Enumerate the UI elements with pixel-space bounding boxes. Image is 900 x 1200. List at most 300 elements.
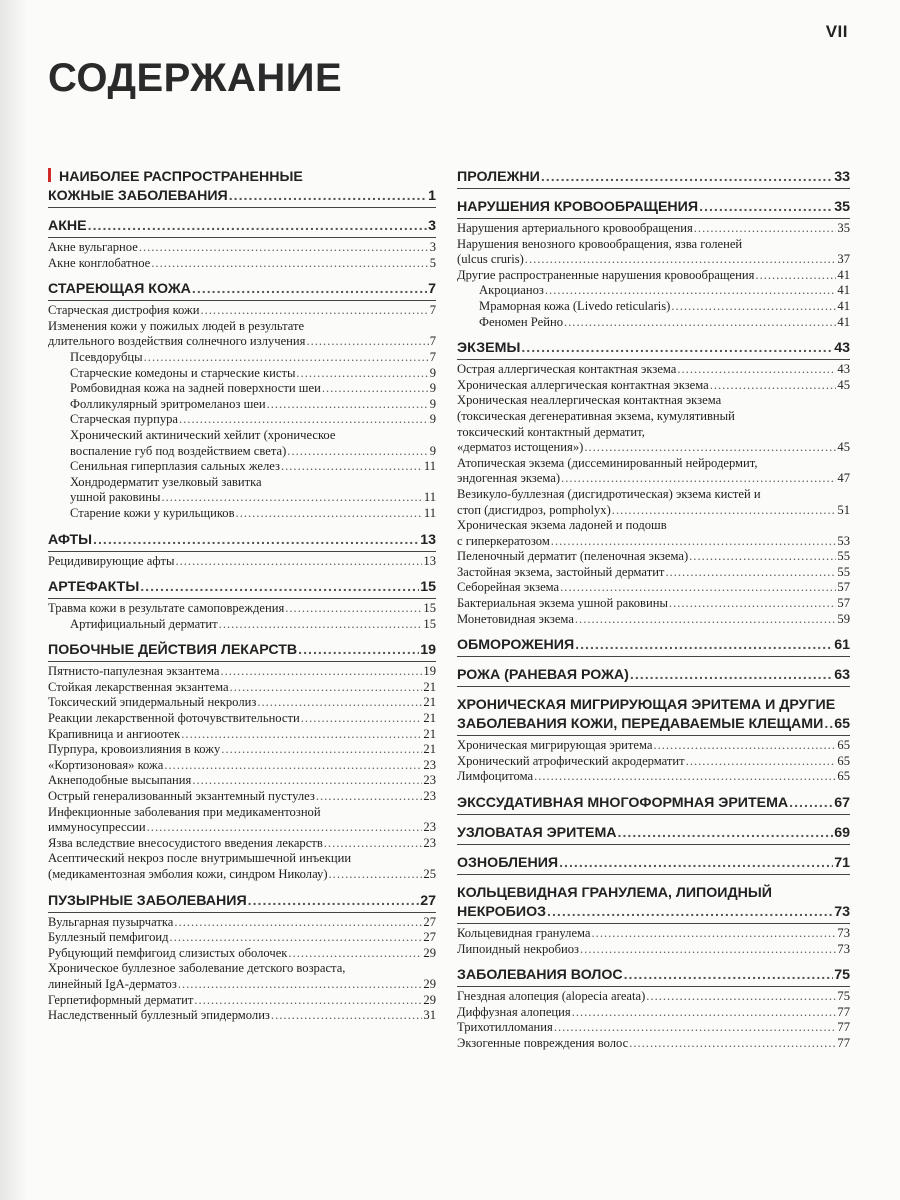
section-heading-row — [457, 636, 850, 655]
toc-title-text: Липоидный некробиоз — [457, 941, 580, 956]
section-heading[interactable] — [48, 168, 436, 208]
toc-entry[interactable] — [457, 487, 850, 518]
section-heading[interactable] — [457, 636, 850, 657]
dot-leader — [288, 946, 422, 962]
toc-section — [457, 198, 850, 330]
toc-section — [457, 636, 850, 657]
dot-leader — [88, 217, 427, 236]
toc-entry[interactable] — [48, 789, 436, 805]
toc-page-number: 1 — [428, 188, 436, 204]
toc-title-text: Лимфоцитома — [457, 769, 534, 784]
toc-section — [48, 578, 436, 632]
toc-entry-row — [48, 303, 436, 319]
dot-leader — [267, 397, 429, 413]
toc-page-number: 37 — [837, 252, 850, 267]
toc-title-text: Пурпура, кровоизлияния в кожу — [48, 742, 221, 757]
toc-title-text: Бактериальная экзема ушной раковины — [457, 596, 668, 611]
toc-title-text: с гиперкератозом — [457, 533, 550, 548]
dot-leader — [139, 240, 429, 256]
toc-title-text: Другие распространенные нарушения кровообращения — [457, 267, 755, 282]
toc-title-text: ЗАБОЛЕВАНИЯ КОЖИ, ПЕРЕДАВАЕМЫЕ КЛЕЩАМИ — [457, 716, 824, 733]
dot-leader — [560, 580, 836, 596]
dot-leader — [575, 636, 833, 655]
section-heading[interactable] — [48, 892, 436, 913]
section-heading[interactable] — [457, 696, 850, 736]
toc-title-text: Хроническая аллергическая контактная экзема — [457, 377, 709, 392]
toc-entry[interactable] — [457, 362, 850, 378]
toc-page-number: 23 — [423, 789, 436, 804]
toc-entry[interactable] — [48, 459, 436, 475]
toc-entry-line: Хроническая неаллергическая контактная экзема — [457, 393, 722, 408]
toc-title-text: ОБМОРОЖЕНИЯ — [457, 637, 575, 654]
toc-title-text: Реакции лекарственной фоточувствительности — [48, 711, 300, 726]
dot-leader — [653, 738, 836, 754]
toc-page-number: 47 — [837, 471, 850, 486]
toc-entry-row — [48, 915, 436, 931]
toc-page-number: 21 — [423, 695, 436, 710]
toc-entry-row — [48, 977, 436, 993]
toc-entry[interactable] — [48, 773, 436, 789]
dot-leader — [296, 366, 428, 382]
toc-entry[interactable] — [457, 393, 850, 455]
toc-entry-row — [457, 471, 850, 487]
toc-title-text: Трихотилломания — [457, 1020, 553, 1035]
toc-entry[interactable] — [48, 993, 436, 1009]
toc-title-text: Мраморная кожа (Livedo reticularis) — [479, 298, 671, 313]
toc-entry[interactable] — [457, 456, 850, 487]
toc-entry-line: Хронический актинический хейлит (хроническое — [70, 427, 336, 442]
toc-page-number: 75 — [837, 989, 850, 1004]
dot-leader — [178, 977, 423, 993]
toc-entry[interactable] — [48, 506, 436, 522]
section-heading-row — [48, 578, 436, 597]
toc-page-number: 35 — [834, 199, 850, 215]
toc-title-text: Старческая пурпура — [70, 412, 179, 427]
toc-entry[interactable] — [48, 601, 436, 617]
toc-entry[interactable] — [48, 664, 436, 680]
toc-entry-row — [457, 769, 850, 785]
toc-entry-row — [457, 534, 850, 550]
toc-entry[interactable] — [48, 915, 436, 931]
toc-entry-row — [48, 946, 436, 962]
toc-title-text: Наследственный буллезный эпидермолиз — [48, 1008, 270, 1023]
toc-title-text: АФТЫ — [48, 531, 93, 548]
toc-entry[interactable] — [457, 1005, 850, 1021]
toc-title-text: ЭКССУДАТИВНАЯ МНОГОФОРМНАЯ ЭРИТЕМА — [457, 795, 789, 812]
dot-leader — [624, 966, 834, 985]
toc-entry-row — [457, 268, 850, 284]
toc-entry[interactable] — [457, 596, 850, 612]
page-number: VII — [825, 22, 848, 41]
toc-entry-row — [457, 612, 850, 628]
toc-title-text: Вульгарная пузырчатка — [48, 914, 174, 929]
toc-page-number: 61 — [834, 637, 850, 654]
toc-entry[interactable] — [457, 754, 850, 770]
toc-page-number: 31 — [423, 1008, 436, 1023]
toc-title-text: РОЖА (РАНЕВАЯ РОЖА) — [457, 667, 629, 684]
toc-section — [457, 666, 850, 687]
toc-page-number: 63 — [834, 667, 850, 684]
dot-leader — [164, 758, 422, 774]
section-heading[interactable] — [48, 531, 436, 552]
toc-entry-row — [70, 459, 436, 475]
dot-leader — [572, 1005, 837, 1021]
toc-title-text: Герпетиформный дерматит — [48, 992, 194, 1007]
toc-entry[interactable] — [457, 769, 850, 785]
toc-title-text: АКНЕ — [48, 218, 87, 234]
toc-entry[interactable] — [457, 989, 850, 1005]
toc-title-text: Застойная экзема, застойный дерматит — [457, 564, 665, 579]
section-heading[interactable] — [48, 217, 436, 238]
toc-title-text: УЗЛОВАТАЯ ЭРИТЕМА — [457, 825, 617, 842]
toc-entry-row — [48, 695, 436, 711]
section-heading[interactable] — [48, 578, 436, 599]
dot-leader — [192, 773, 422, 789]
toc-title-text: «Кортизоновая» кожа — [48, 757, 164, 772]
toc-page-number: 23 — [423, 835, 436, 850]
dot-leader — [144, 350, 429, 366]
toc-entry[interactable] — [48, 303, 436, 319]
toc-title-text: Крапивница и ангиоотек — [48, 726, 181, 741]
toc-entry[interactable] — [48, 319, 436, 350]
toc-section — [48, 280, 436, 521]
toc-entry[interactable] — [48, 554, 436, 570]
toc-entry[interactable] — [48, 836, 436, 852]
toc-entry-row — [457, 942, 850, 958]
toc-entry[interactable] — [48, 742, 436, 758]
toc-title-text: Акне вульгарное — [48, 240, 138, 254]
section-heading-row — [457, 966, 850, 985]
toc-page-number: 7 — [429, 349, 436, 364]
dot-leader — [521, 339, 833, 358]
toc-section — [457, 884, 850, 957]
toc-page-number: 67 — [834, 795, 850, 812]
toc-title-text: Язва вследствие внесосудистого введения лекарств — [48, 835, 323, 850]
toc-entry-line: Везикуло-буллезная (дисгидротическая) экзема кистей и — [457, 486, 761, 501]
toc-entry[interactable] — [48, 758, 436, 774]
toc-entry[interactable] — [48, 805, 436, 836]
toc-title-text: Травма кожи в результате самоповреждения — [48, 601, 285, 616]
toc-page-number: 21 — [423, 742, 436, 757]
toc-page-number: 45 — [837, 440, 850, 455]
toc-entry[interactable] — [48, 711, 436, 727]
toc-page-number: 11 — [423, 490, 436, 505]
toc-page-number: 21 — [423, 679, 436, 694]
toc-entry-row — [457, 549, 850, 565]
toc-entry-row — [479, 283, 850, 299]
section-heading[interactable] — [457, 966, 850, 987]
toc-entry[interactable] — [457, 738, 850, 754]
toc-entry[interactable] — [457, 926, 850, 942]
toc-entry[interactable] — [457, 268, 850, 284]
toc-page-number: 69 — [834, 825, 850, 842]
section-heading-row — [48, 531, 436, 550]
toc-entry-line: Изменения кожи у пожилых людей в результате — [48, 318, 305, 333]
toc-title-text: СТАРЕЮЩАЯ КОЖА — [48, 281, 191, 298]
toc-entry[interactable] — [48, 961, 436, 992]
toc-page-number: 23 — [423, 773, 436, 788]
section-heading-row — [457, 339, 850, 358]
toc-entry[interactable] — [457, 612, 850, 628]
toc-entry-row — [48, 836, 436, 852]
toc-entry[interactable] — [48, 851, 436, 882]
toc-page-number: 25 — [423, 867, 436, 881]
toc-entry-row — [70, 381, 436, 397]
section-heading-row — [457, 824, 850, 843]
toc-page-number: 41 — [837, 314, 850, 329]
dot-leader — [229, 187, 427, 206]
toc-entry[interactable] — [457, 942, 850, 958]
toc-title-text: стоп (дисгидроз, pompholyx) — [457, 502, 611, 517]
toc-page-number: 7 — [429, 303, 436, 318]
toc-title-text: НАРУШЕНИЯ КРОВООБРАЩЕНИЯ — [457, 199, 699, 215]
dot-leader — [677, 362, 836, 378]
toc-title-text: Старческая дистрофия кожи — [48, 303, 200, 318]
section-heading[interactable] — [457, 854, 850, 875]
toc-page-number: 15 — [423, 601, 436, 616]
toc-entry[interactable] — [457, 299, 850, 315]
toc-entry-row — [48, 334, 436, 350]
toc-entry-row — [48, 680, 436, 696]
toc-entry-row — [479, 315, 850, 331]
dot-leader — [140, 578, 419, 597]
toc-entry-row — [70, 350, 436, 366]
toc-title-text: Псевдорубцы — [70, 349, 143, 364]
section-heading[interactable] — [48, 280, 436, 301]
toc-entry-line: Хондродерматит узелковый завитка — [70, 474, 262, 489]
toc-entry-row — [70, 412, 436, 428]
section-heading[interactable] — [457, 884, 850, 924]
toc-page-number: 3 — [429, 240, 436, 254]
toc-entry-row — [48, 601, 436, 617]
toc-title-text: Экзогенные повреждения волос — [457, 1036, 629, 1050]
toc-entry[interactable] — [457, 565, 850, 581]
dot-leader — [525, 252, 837, 268]
section-heading-line: НАИБОЛЕЕ РАСПРОСТРАНЕННЫЕ — [48, 168, 436, 187]
toc-entry[interactable] — [48, 397, 436, 413]
toc-title-text: Рубцующий пемфигоид слизистых оболочек — [48, 945, 288, 960]
toc-entry[interactable] — [48, 1008, 436, 1024]
toc-title-text: АРТЕФАКТЫ — [48, 579, 140, 596]
toc-right-column — [457, 168, 850, 1061]
toc-title-text: Пеленочный дерматит (пеленочная экзема) — [457, 549, 689, 564]
toc-entry[interactable] — [48, 366, 436, 382]
dot-leader — [93, 531, 419, 550]
toc-entry-row — [457, 1036, 850, 1052]
dot-leader — [174, 915, 422, 931]
section-heading[interactable] — [457, 339, 850, 360]
toc-page-number: 3 — [428, 218, 436, 234]
dot-leader — [559, 854, 833, 873]
toc-page-number: 7 — [428, 281, 436, 298]
toc-entry[interactable] — [457, 221, 850, 237]
dot-leader — [646, 989, 836, 1005]
toc-entry-line: Инфекционные заболевания при медикаментозной — [48, 804, 321, 819]
toc-entry-line: Хроническое буллезное заболевание детского возраста, — [48, 961, 346, 976]
section-heading-row — [48, 217, 436, 236]
toc-entry[interactable] — [48, 617, 436, 633]
section-heading-row — [457, 168, 850, 187]
toc-section — [457, 794, 850, 815]
dot-leader — [580, 942, 836, 958]
dot-leader — [575, 612, 837, 628]
toc-entry[interactable] — [457, 518, 850, 549]
toc-entry-row — [48, 256, 436, 272]
toc-title-text: Токсический эпидермальный некролиз — [48, 695, 257, 710]
toc-page-number: 53 — [837, 533, 850, 548]
toc-entry-line: Нарушения венозного кровообращения, язва голеней — [457, 236, 743, 251]
toc-title-text: воспаление губ под воздействием света) — [70, 443, 287, 458]
section-heading[interactable] — [457, 666, 850, 687]
section-heading[interactable] — [457, 824, 850, 845]
toc-title-text: Хронический атрофический акродерматит — [457, 753, 685, 768]
toc-entry[interactable] — [48, 381, 436, 397]
toc-entry-row — [457, 503, 850, 519]
dot-leader — [151, 256, 428, 272]
section-heading-row — [48, 280, 436, 299]
toc-page-number: 65 — [837, 769, 850, 784]
toc-page-number: 13 — [420, 531, 436, 548]
toc-title-text: Нарушения артериального кровообращения — [457, 221, 693, 235]
toc-page-number: 21 — [423, 711, 436, 726]
toc-title-text: Себорейная экзема — [457, 580, 560, 595]
toc-page-number: 77 — [837, 1036, 850, 1050]
dot-leader — [545, 283, 837, 299]
toc-title-text: Ромбовидная кожа на задней поверхности шеи — [70, 381, 321, 396]
section-heading-row — [457, 854, 850, 873]
toc-title-text: Рецидивирующие афты — [48, 553, 175, 568]
toc-title-text: «дерматоз истощения») — [457, 440, 584, 455]
toc-page-number: 65 — [837, 738, 850, 753]
dot-leader — [699, 198, 833, 217]
toc-page-number: 41 — [837, 298, 850, 313]
dot-leader — [200, 303, 428, 319]
toc-entry[interactable] — [457, 283, 850, 299]
toc-page-number: 9 — [429, 412, 436, 427]
toc-entry[interactable] — [457, 1020, 850, 1036]
toc-entry[interactable] — [457, 549, 850, 565]
toc-entry-row — [48, 711, 436, 727]
toc-page-number: 51 — [837, 502, 850, 517]
toc-page-number: 65 — [834, 716, 850, 733]
toc-entry[interactable] — [48, 475, 436, 506]
toc-section — [48, 641, 436, 882]
toc-page-number: 65 — [837, 753, 850, 768]
toc-title-text: Острая аллергическая контактная экзема — [457, 362, 677, 377]
section-heading-line: КОЛЬЦЕВИДНАЯ ГРАНУЛЕМА, ЛИПОИДНЫЙ — [457, 885, 772, 902]
toc-title-text: ПОБОЧНЫЕ ДЕЙСТВИЯ ЛЕКАРСТВ — [48, 642, 298, 659]
toc-page-number: 41 — [837, 267, 850, 282]
toc-title-text: Старение кожи у курильщиков — [70, 505, 235, 520]
toc-entry-row — [457, 989, 850, 1005]
toc-page-number: 43 — [834, 340, 850, 357]
toc-page-number: 73 — [837, 926, 850, 941]
dot-leader — [755, 268, 836, 284]
dot-leader — [170, 930, 423, 946]
toc-title-text: Акнеподобные высыпания — [48, 773, 192, 788]
toc-entry[interactable] — [48, 350, 436, 366]
section-marker-icon — [48, 168, 51, 182]
toc-section — [457, 168, 850, 189]
toc-entry-row — [457, 1005, 850, 1021]
dot-leader — [554, 1020, 837, 1036]
toc-entry-row — [457, 596, 850, 612]
toc-entry[interactable] — [48, 240, 436, 256]
dot-leader — [236, 506, 423, 522]
toc-page-number: 59 — [837, 611, 850, 626]
toc-section — [48, 531, 436, 570]
toc-entry[interactable] — [48, 680, 436, 696]
toc-page-number: 27 — [423, 914, 436, 929]
toc-title-text: Кольцевидная гранулема — [457, 926, 591, 941]
toc-title-text: ПРОЛЕЖНИ — [457, 169, 540, 185]
dot-leader — [147, 820, 423, 836]
toc-entry-row — [48, 1008, 436, 1024]
toc-page-number: 21 — [423, 726, 436, 741]
toc-left-column — [48, 168, 436, 1033]
toc-title-text: Старческие комедоны и старческие кисты — [70, 365, 296, 380]
toc-page-number: 33 — [834, 169, 850, 185]
toc-entry[interactable] — [48, 946, 436, 962]
section-heading-row — [457, 903, 850, 922]
toc-entry[interactable] — [48, 412, 436, 428]
toc-title-text: Феномен Рейно — [479, 314, 563, 329]
section-heading[interactable] — [457, 198, 850, 219]
section-heading[interactable] — [457, 168, 850, 189]
toc-page-number: 9 — [429, 381, 436, 396]
toc-entry[interactable] — [457, 237, 850, 268]
toc-entry[interactable] — [48, 256, 436, 272]
dot-leader — [285, 601, 422, 617]
toc-page-number: 43 — [837, 362, 850, 377]
dot-leader — [220, 664, 422, 680]
toc-entry[interactable] — [48, 727, 436, 743]
section-heading[interactable] — [457, 794, 850, 815]
toc-title-text: Стойкая лекарственная экзантема — [48, 679, 229, 694]
toc-entry-row — [457, 362, 850, 378]
toc-entry[interactable] — [457, 378, 850, 394]
dot-leader — [281, 459, 423, 475]
dot-leader — [219, 617, 423, 633]
toc-entry[interactable] — [48, 695, 436, 711]
toc-entry-row — [48, 993, 436, 1009]
toc-page-number: 73 — [834, 904, 850, 921]
section-heading[interactable] — [48, 641, 436, 662]
toc-entry[interactable] — [457, 580, 850, 596]
toc-page-number: 27 — [423, 930, 436, 945]
dot-leader — [534, 769, 836, 785]
toc-title-text: ЭКЗЕМЫ — [457, 340, 521, 357]
toc-entry-row — [70, 490, 436, 506]
toc-entry[interactable] — [48, 428, 436, 459]
toc-page-number: 19 — [420, 642, 436, 659]
dot-leader — [630, 666, 833, 685]
dot-leader — [287, 444, 428, 460]
toc-page-number: 29 — [423, 992, 436, 1007]
dot-leader — [192, 280, 427, 299]
toc-page-number: 19 — [423, 664, 436, 679]
toc-entry[interactable] — [457, 315, 850, 331]
toc-entry[interactable] — [48, 930, 436, 946]
dot-leader — [671, 299, 836, 315]
toc-title-text: Хроническая мигрирующая эритема — [457, 738, 653, 753]
toc-title-text: Акроцианоз — [479, 283, 544, 298]
dot-leader — [306, 334, 428, 350]
toc-entry[interactable] — [457, 1036, 850, 1052]
toc-title-text: ушной раковины — [70, 490, 161, 505]
dot-leader — [564, 315, 836, 331]
toc-page-number: 29 — [423, 945, 436, 960]
